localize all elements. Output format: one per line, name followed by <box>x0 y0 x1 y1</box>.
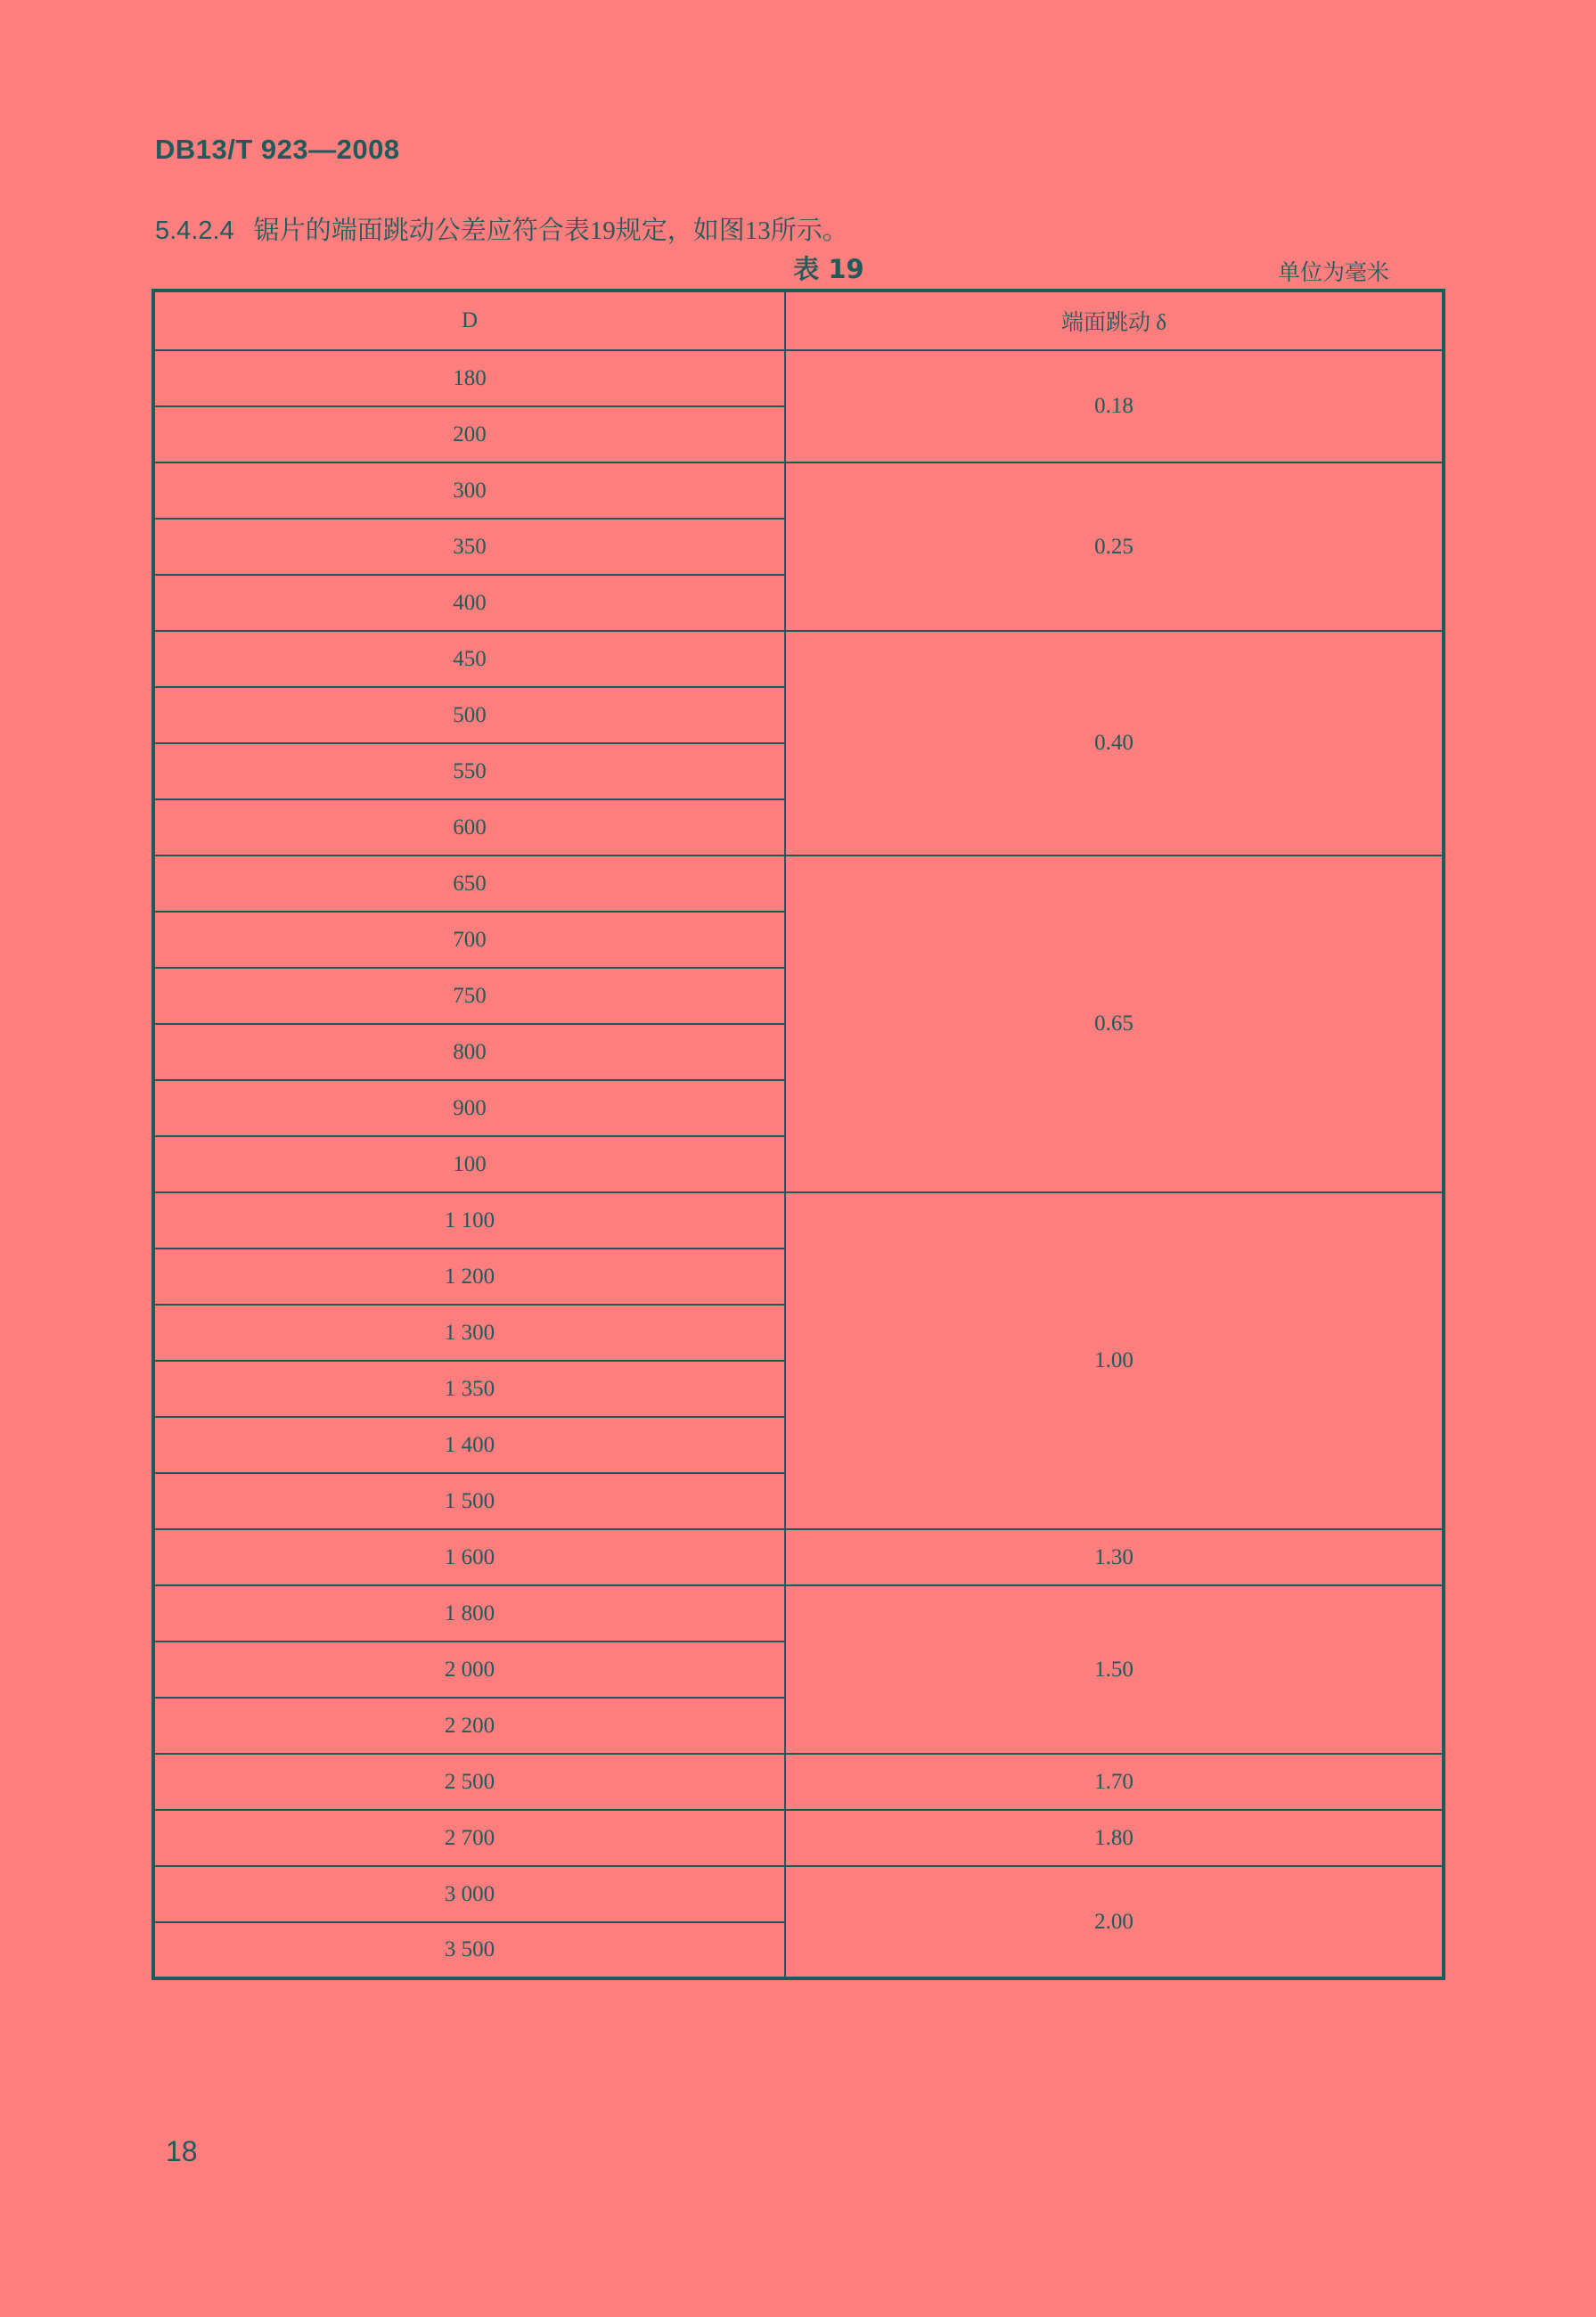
header-d: D <box>153 291 785 350</box>
runout-table <box>151 289 1445 1980</box>
cell-runout: 1.50 <box>785 1585 1444 1754</box>
cell-d: 1 200 <box>153 1249 785 1305</box>
cell-d: 750 <box>153 968 785 1024</box>
cell-d: 200 <box>153 406 785 463</box>
table-row <box>153 1585 1444 1642</box>
table-row <box>153 1754 1444 1810</box>
cell-d: 500 <box>153 687 785 743</box>
cell-runout: 1.00 <box>785 1192 1444 1529</box>
table-row <box>153 463 1444 519</box>
table-row <box>153 1810 1444 1866</box>
cell-d: 700 <box>153 912 785 968</box>
cell-d: 300 <box>153 463 785 519</box>
cell-runout: 0.65 <box>785 856 1444 1192</box>
cell-runout: 0.18 <box>785 350 1444 463</box>
cell-d: 650 <box>153 856 785 912</box>
cell-d: 350 <box>153 519 785 575</box>
cell-d: 2 000 <box>153 1642 785 1698</box>
table-header-row <box>153 291 1444 350</box>
cell-d: 1 300 <box>153 1305 785 1361</box>
table-row <box>153 1192 1444 1249</box>
table-row <box>153 1866 1444 1922</box>
cell-d: 400 <box>153 575 785 631</box>
table-row <box>153 350 1444 406</box>
cell-d: 1 350 <box>153 1361 785 1417</box>
cell-d: 1 800 <box>153 1585 785 1642</box>
cell-runout: 2.00 <box>785 1866 1444 1978</box>
cell-d: 1 500 <box>153 1473 785 1529</box>
cell-d: 2 700 <box>153 1810 785 1866</box>
page-number: 18 <box>166 2135 198 2167</box>
cell-d: 100 <box>153 1136 785 1192</box>
cell-d: 2 500 <box>153 1754 785 1810</box>
cell-runout: 0.25 <box>785 463 1444 631</box>
table-row <box>153 631 1444 687</box>
cell-d: 1 100 <box>153 1192 785 1249</box>
cell-d: 3 500 <box>153 1922 785 1978</box>
cell-d: 3 000 <box>153 1866 785 1922</box>
cell-runout: 1.30 <box>785 1529 1444 1585</box>
cell-d: 1 400 <box>153 1417 785 1473</box>
table-unit: 单位为毫米 <box>1277 261 1389 285</box>
cell-d: 450 <box>153 631 785 687</box>
cell-d: 1 600 <box>153 1529 785 1585</box>
cell-d: 600 <box>153 799 785 856</box>
cell-d: 180 <box>153 350 785 406</box>
cell-runout: 1.70 <box>785 1754 1444 1810</box>
document-code: DB13/T 923—2008 <box>155 134 400 165</box>
table-title: 表 19 <box>793 254 864 284</box>
cell-runout: 1.80 <box>785 1810 1444 1866</box>
header-runout: 端面跳动 δ <box>785 291 1444 350</box>
clause-number: 5.4.2.4 <box>155 217 234 245</box>
cell-d: 2 200 <box>153 1698 785 1754</box>
cell-d: 900 <box>153 1080 785 1136</box>
cell-d: 800 <box>153 1024 785 1080</box>
table-row <box>153 1529 1444 1585</box>
cell-d: 550 <box>153 743 785 799</box>
clause-paragraph <box>155 210 848 247</box>
cell-runout: 0.40 <box>785 631 1444 856</box>
table-row <box>153 856 1444 912</box>
clause-text: 锯片的端面跳动公差应符合表19规定，如图13所示。 <box>253 217 848 245</box>
